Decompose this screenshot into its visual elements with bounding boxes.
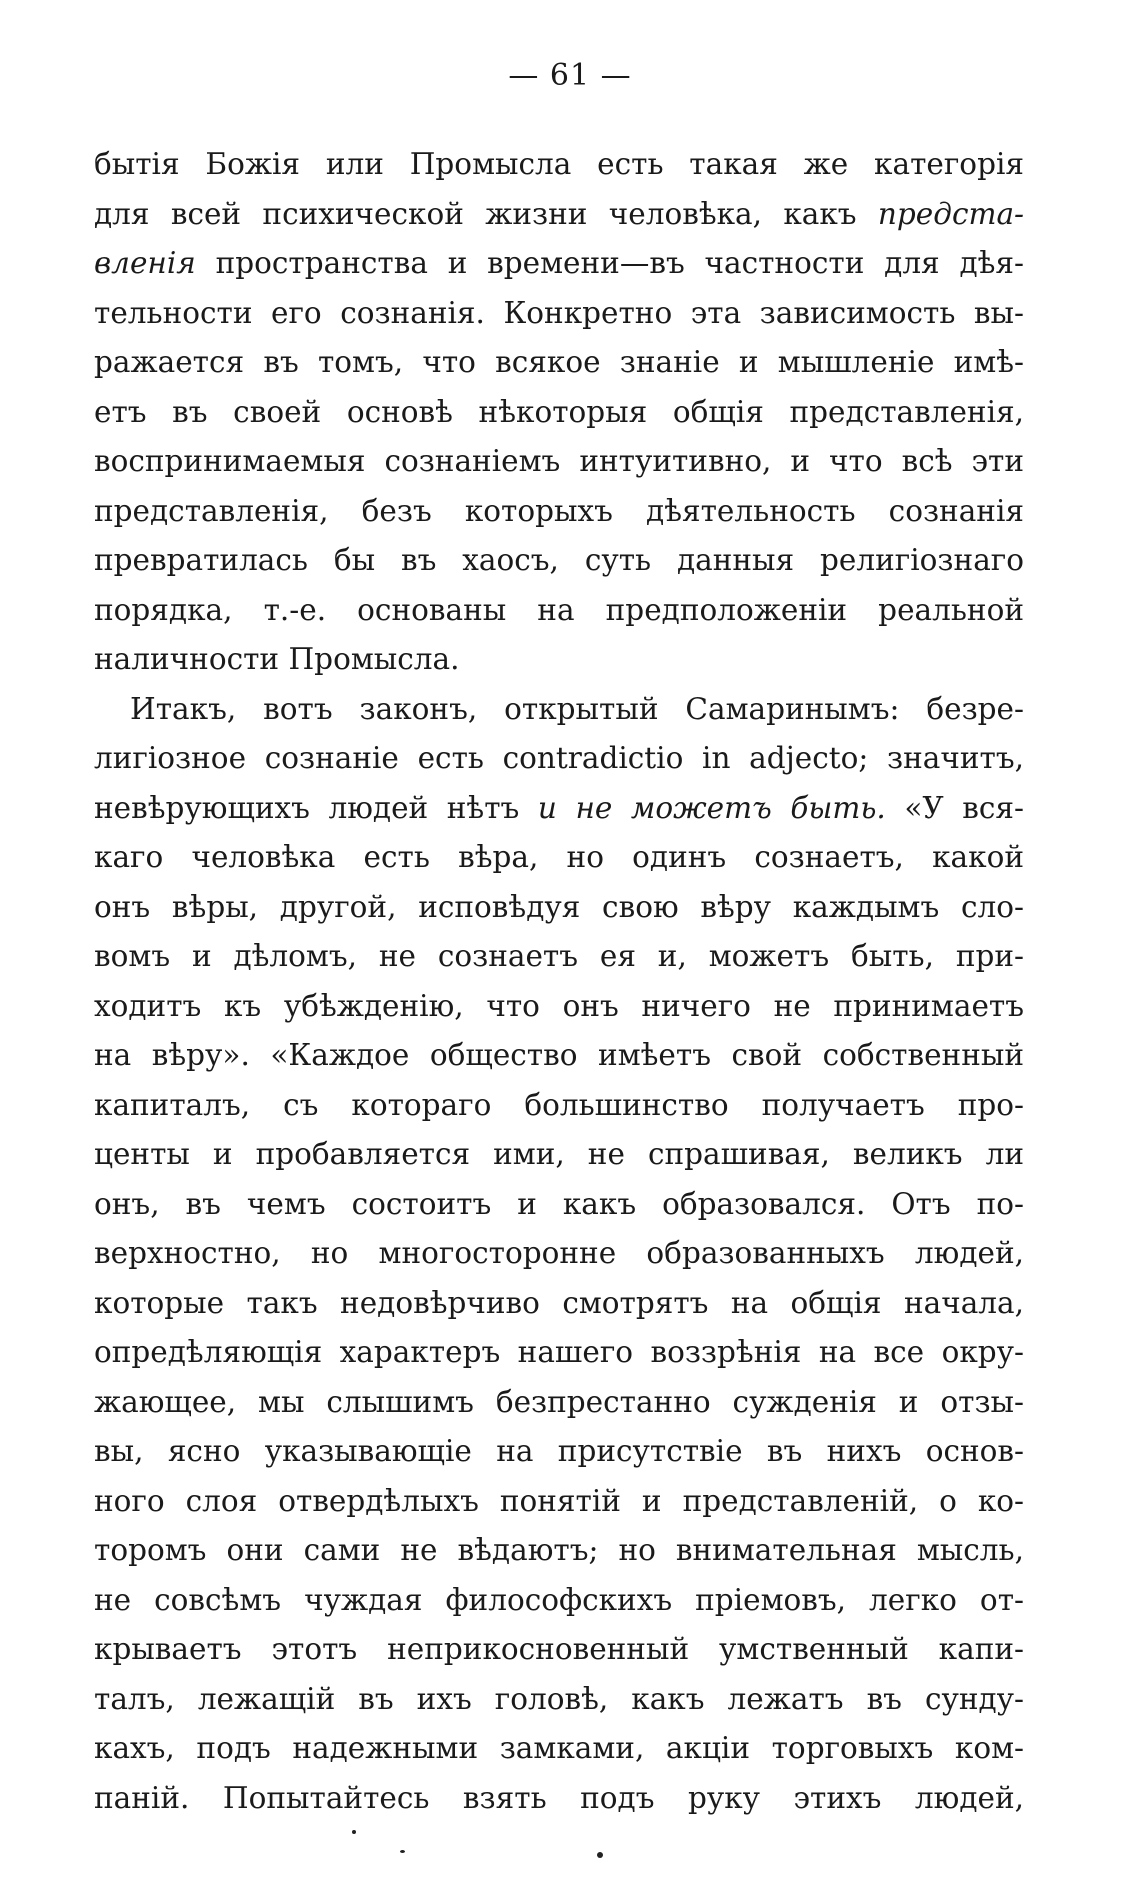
text-span: «У вся- [885, 790, 1024, 825]
text-line: вомъ и дѣломъ, не сознаетъ ея и, можетъ быть, при- [94, 939, 1024, 973]
text-line: наличности Промысла. [94, 642, 460, 676]
italic-text: и не можетъ быть. [537, 790, 886, 825]
text-line: верхностно, но многосторонне образованныхъ людей, [94, 1236, 1024, 1270]
text-line: опредѣляющія характеръ нашего воззрѣнія на все окру- [94, 1335, 1024, 1369]
text-line: не совсѣмъ чуждая философскихъ пріемовъ, легко от- [94, 1582, 1024, 1617]
text-line: которые такъ недовѣрчиво смотрятъ на общія начала, [94, 1285, 1024, 1320]
scan-specks [0, 1800, 1140, 1860]
text-line: порядка, т.-е. основаны на предположеніи реальной [94, 592, 1024, 627]
text-line: онъ вѣры, другой, исповѣдуя свою вѣру каждымъ сло- [94, 889, 1024, 924]
ink-speck [597, 1852, 603, 1858]
text-line: вы, ясно указывающіе на присутствіе въ нихъ основ- [94, 1434, 1024, 1468]
text-line: тельности его сознанія. Конкретно эта зависимость вы- [94, 295, 1024, 330]
text-line: онъ, въ чемъ состоитъ и какъ образовался. Отъ по- [94, 1186, 1024, 1221]
text-line: капиталъ, съ котораго большинство получаетъ про- [94, 1087, 1024, 1122]
page-number: — 61 — [508, 58, 632, 93]
text-line: на вѣру». «Каждое общество имѣетъ свой собственный [94, 1038, 1024, 1072]
text-line: ражается въ томъ, что всякое знаніе и мышленіе имѣ- [94, 345, 1024, 379]
body-text [94, 140, 1024, 1823]
text-line: талъ, лежащій въ ихъ головѣ, какъ лежатъ въ сунду- [94, 1681, 1024, 1716]
italic-text: вленія [94, 246, 196, 280]
text-line: лигіозное сознаніе есть contradictio in adjecto; значитъ, [94, 741, 1024, 775]
text-line: крываетъ этотъ неприкосновенный умственный капи- [94, 1632, 1024, 1666]
text-line: бытія Божія или Промысла есть такая же категорія [94, 147, 1024, 181]
text-span: невѣрующихъ людей нѣтъ [94, 790, 538, 825]
text-line [94, 190, 1024, 240]
italic-text: предста- [877, 196, 1024, 231]
text-line: Итакъ, вотъ законъ, открытый Самаринымъ: безре- [130, 691, 1024, 726]
text-line: паній. Попытайтесь взять подъ руку этихъ людей, [94, 1780, 1024, 1815]
text-line: жающее, мы слышимъ безпрестанно сужденія и отзы- [94, 1384, 1024, 1419]
text-line: центы и пробавляется ими, не спрашивая, великъ ли [94, 1137, 1024, 1171]
text-line: воспринимаемыя сознаніемъ интуитивно, и что всѣ эти [94, 444, 1024, 478]
ink-speck [400, 1850, 405, 1853]
text-line [94, 784, 1024, 834]
text-line: ного слоя отвердѣлыхъ понятій и представленій, о ко- [94, 1483, 1024, 1518]
text-line: превратилась бы въ хаосъ, суть данныя религіознаго [94, 543, 1024, 577]
text-line: ходитъ къ убѣжденію, что онъ ничего не принимаетъ [94, 988, 1024, 1023]
text-span: пространства и времени—въ частности для дѣя- [195, 246, 1024, 280]
text-line: каго человѣка есть вѣра, но одинъ сознаетъ, какой [94, 840, 1024, 874]
text-line [94, 239, 1024, 289]
text-span: для всей психической жизни человѣка, какъ [94, 196, 878, 231]
paragraph-1 [94, 140, 1024, 685]
paragraph-2 [94, 685, 1024, 1824]
ink-speck [352, 1830, 356, 1834]
text-line: торомъ они сами не вѣдаютъ; но внимательная мысль, [94, 1533, 1024, 1567]
text-line: етъ въ своей основѣ нѣкоторыя общія представленія, [94, 394, 1024, 429]
text-line: кахъ, подъ надежными замками, акціи торговыхъ ком- [94, 1731, 1024, 1765]
text-line: представленія, безъ которыхъ дѣятельность сознанія [94, 493, 1024, 528]
